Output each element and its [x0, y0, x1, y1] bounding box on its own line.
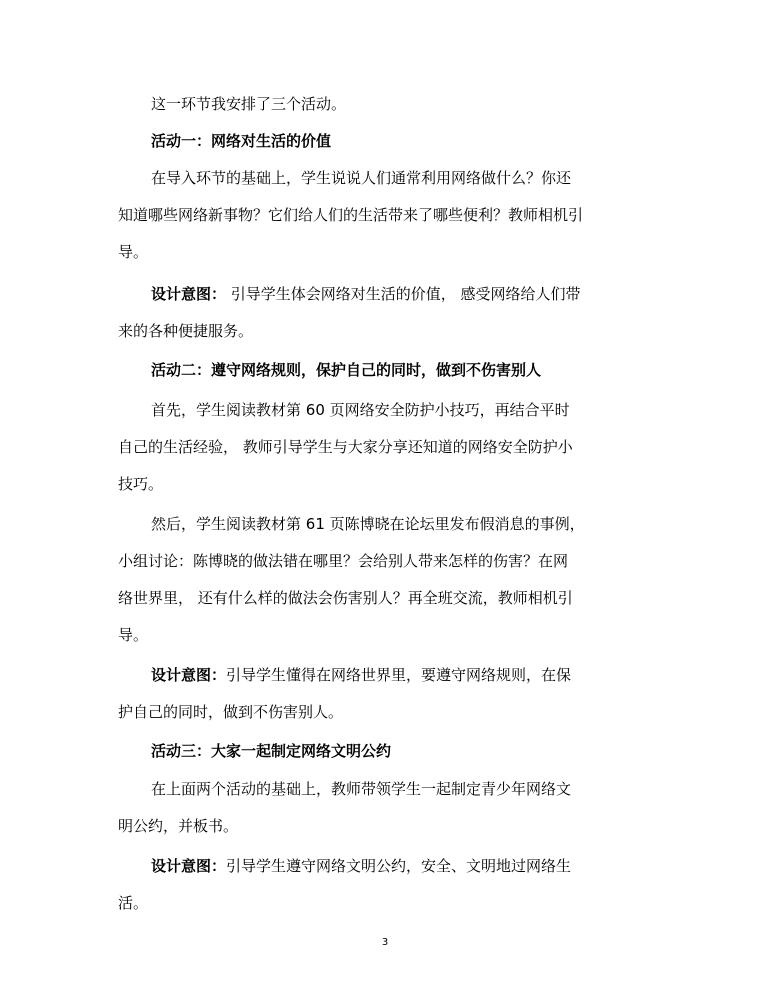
activity3-design-intent: [151, 856, 571, 876]
activity1-paragraph-line: 知道哪些网络新事物？它们给人们的生活带来了哪些便利？教师相机引: [118, 206, 584, 224]
activity1-design-intent: [151, 284, 581, 304]
activity2-paragraph-line: 小组讨论：陈博晓的做法错在哪里？会给别人带来怎样的伤害？在网: [118, 552, 569, 570]
activity3-design-intent-line: 活。: [118, 894, 149, 912]
activity3-heading: 活动三：大家一起制定网络文明公约: [151, 742, 392, 760]
activity2-heading: 活动二：遵守网络规则，保护自己的同时，做到不伤害别人: [151, 361, 542, 379]
activity2-design-intent-line: 护自己的同时，做到不伤害别人。: [118, 703, 344, 721]
activity2-design-intent: [151, 665, 571, 685]
design-intent-text: 引导学生懂得在网络世界里，要遵守网络规则，在保: [226, 666, 572, 684]
activity3-paragraph-line: 明公约，并板书。: [118, 817, 239, 835]
activity3-paragraph-line: 在上面两个活动的基础上，教师带领学生一起制定青少年网络文: [151, 780, 572, 798]
design-intent-text: 引导学生体会网络对生活的价值， 感受网络给人们带: [226, 285, 581, 303]
page-number: 3: [381, 937, 389, 948]
activity2-paragraph-line: 络世界里， 还有什么样的做法会伤害别人？再全班交流，教师相机引: [118, 589, 573, 607]
activity2-paragraph-line: 技巧。: [118, 475, 164, 493]
intro-paragraph: 这一环节我安排了三个活动。: [151, 95, 347, 113]
activity2-paragraph-line: 自己的生活经验， 教师引导学生与大家分享还知道的网络安全防护小: [118, 438, 573, 456]
design-intent-label: 设计意图：: [151, 857, 227, 875]
design-intent-label: 设计意图：: [151, 666, 227, 684]
activity1-design-intent-line: 来的各种便捷服务。: [118, 322, 254, 340]
activity1-paragraph-line: 导。: [118, 243, 149, 261]
activity2-paragraph-line: 首先，学生阅读教材第 60 页网络安全防护小技巧，再结合平时: [151, 401, 570, 419]
activity2-paragraph-line: 导。: [118, 626, 149, 644]
activity1-heading: 活动一：网络对生活的价值: [151, 132, 332, 150]
design-intent-label: 设计意图：: [151, 285, 227, 303]
activity2-paragraph-line: 然后，学生阅读教材第 61 页陈博晓在论坛里发布假消息的事例，: [151, 515, 585, 533]
design-intent-text: 引导学生遵守网络文明公约，安全、文明地过网络生: [226, 857, 572, 875]
activity1-paragraph-line: 在导入环节的基础上，学生说说人们通常利用网络做什么？你还: [151, 169, 572, 187]
